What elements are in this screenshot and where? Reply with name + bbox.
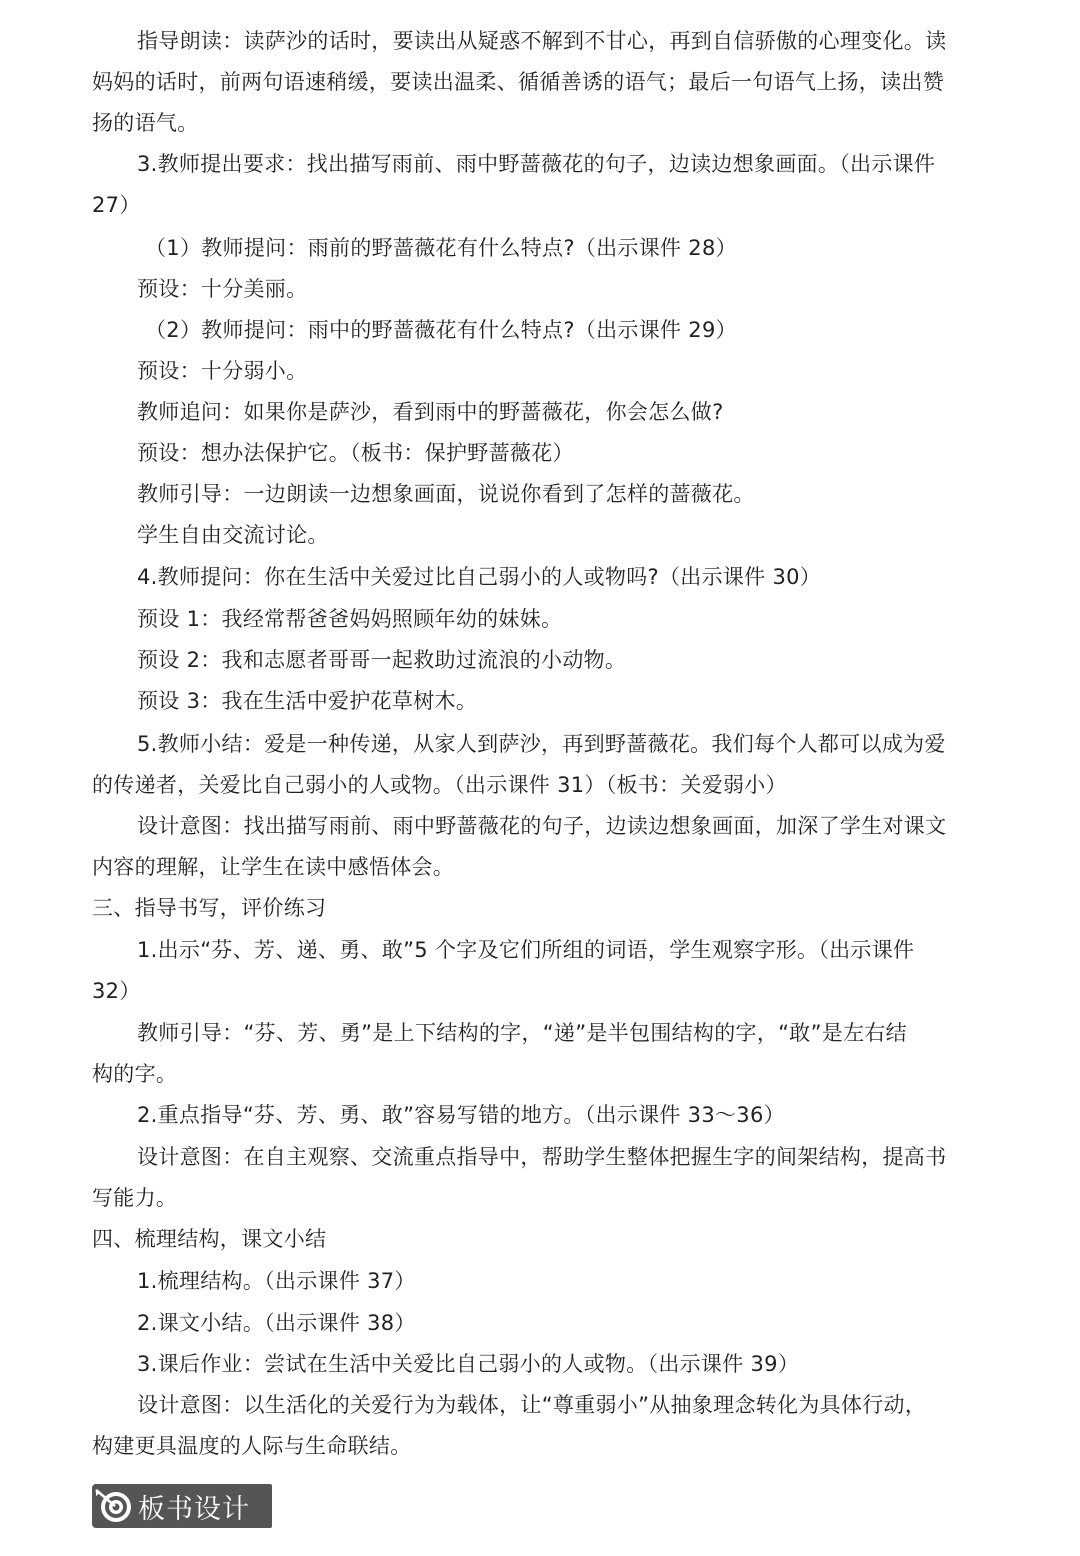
section-heading: 三、指导书写，评价练习 [92,896,327,920]
paragraph-line: 预设 2：我和志愿者哥哥一起救助过流浪的小动物。 [137,648,627,672]
paragraph-line: 1.梳理结构。（出示课件 37） [137,1269,416,1293]
paragraph-line: 预设 1：我经常帮爸爸妈妈照顾年幼的妹妹。 [137,607,563,631]
paragraph-line: 设计意图：以生活化的关爱行为为载体，让“尊重弱小”从抽象理念转化为具体行动， [137,1393,927,1417]
paragraph-line: （2）教师提问：雨中的野蔷薇花有什么特点?（出示课件 29） [145,318,737,342]
paragraph-line: 3.课后作业：尝试在生活中关爱比自己弱小的人或物。（出示课件 39） [137,1352,800,1376]
paragraph-line: 的传递者，关爱比自己弱小的人或物。（出示课件 31）（板书：关爱弱小） [92,773,787,797]
paragraph-line: 2.课文小结。（出示课件 38） [137,1311,416,1335]
paragraph-line: 27） [92,193,141,217]
paragraph-line: 构的字。 [92,1062,178,1086]
paragraph-line: 3.教师提出要求：找出描写雨前、雨中野蔷薇花的句子，边读边想象画面。（出示课件 [137,152,936,176]
paragraph-line: 教师追问：如果你是萨沙，看到雨中的野蔷薇花，你会怎么做? [137,400,724,424]
paragraph-line: 教师引导：“芬、芳、勇”是上下结构的字，“递”是半包围结构的字，“敢”是左右结 [137,1021,907,1045]
paragraph-line: 设计意图：找出描写雨前、雨中野蔷薇花的句子，边读边想象画面，加深了学生对课文 [137,814,947,838]
paragraph-line: 2.重点指导“芬、芳、勇、敢”容易写错的地方。（出示课件 33～36） [137,1103,785,1127]
paragraph-line: 预设 3：我在生活中爱护花草树木。 [137,689,478,713]
paragraph-line: 妈妈的话时，前两句语速稍缓，要读出温柔、循循善诱的语气；最后一句语气上扬，读出赞 [92,70,944,94]
paragraph-line: 预设：十分弱小。 [137,359,308,383]
board-design-title: 板书设计 [138,1493,250,1525]
paragraph-line: 学生自由交流讨论。 [137,523,329,547]
paragraph-line: 预设：想办法保护它。（板书：保护野蔷薇花） [137,441,574,465]
target-icon [92,1484,136,1528]
paragraph-line: 设计意图：在自主观察、交流重点指导中，帮助学生整体把握生字的间架结构，提高书 [137,1145,947,1169]
paragraph-line: 构建更具温度的人际与生命联结。 [92,1434,412,1458]
paragraph-line: 写能力。 [92,1186,178,1210]
paragraph-line: 32） [92,979,141,1003]
paragraph-line: 1.出示“芬、芳、递、勇、敢”5 个字及它们所组的词语，学生观察字形。（出示课件 [137,938,915,962]
paragraph-line: 指导朗读：读萨沙的话时，要读出从疑惑不解到不甘心，再到自信骄傲的心理变化。读 [137,29,947,53]
paragraph-line: （1）教师提问：雨前的野蔷薇花有什么特点?（出示课件 28） [145,236,737,260]
board-design-banner [92,1484,272,1528]
paragraph-line: 预设：十分美丽。 [137,277,308,301]
section-heading: 四、梳理结构，课文小结 [92,1227,327,1251]
paragraph-line: 4.教师提问：你在生活中关爱过比自己弱小的人或物吗?（出示课件 30） [137,565,822,589]
paragraph-line: 扬的语气。 [92,111,199,135]
paragraph-line: 教师引导：一边朗读一边想象画面，说说你看到了怎样的蔷薇花。 [137,482,755,506]
paragraph-line: 5.教师小结：爱是一种传递，从家人到萨沙，再到野蔷薇花。我们每个人都可以成为爱 [137,732,946,756]
paragraph-line: 内容的理解，让学生在读中感悟体会。 [92,855,455,879]
